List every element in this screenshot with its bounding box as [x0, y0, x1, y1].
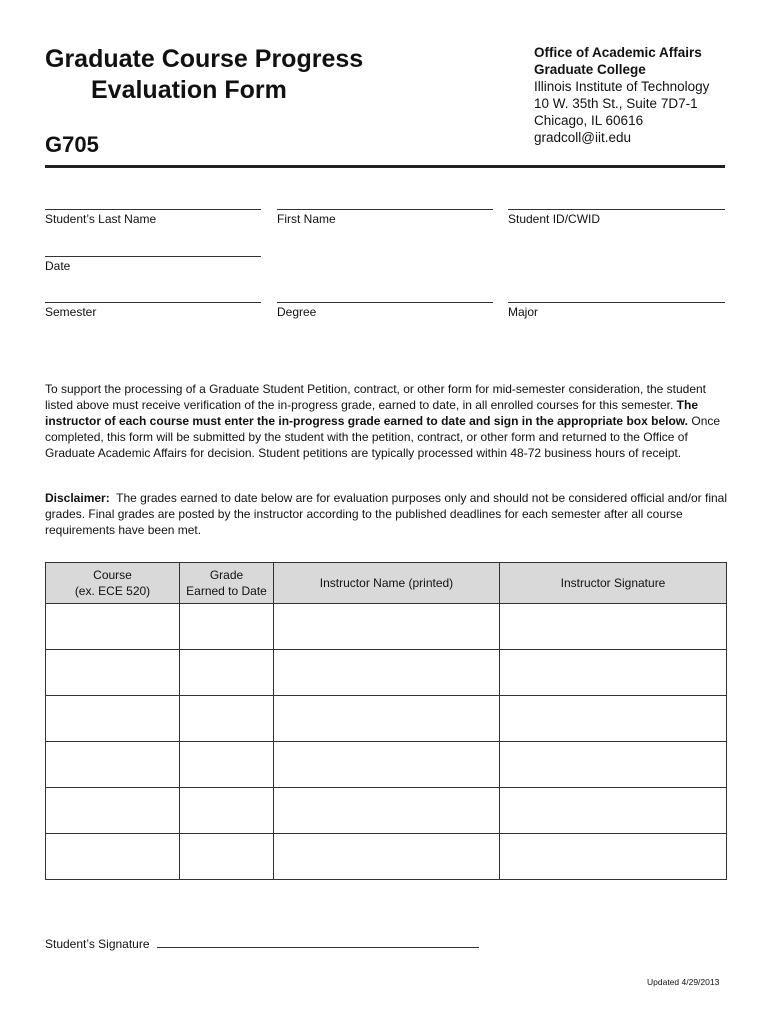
degree-field[interactable]	[277, 302, 493, 303]
disclaimer-paragraph	[45, 490, 735, 538]
office-email: gradcoll@iit.edu	[534, 130, 632, 145]
course-column-header	[46, 563, 180, 604]
instructor-name-cell[interactable]	[274, 742, 500, 788]
office-name: Office of Academic Affairs	[534, 45, 702, 60]
instructor-name-cell[interactable]	[274, 788, 500, 834]
grade-cell[interactable]	[180, 604, 274, 650]
disclaimer-text: The grades earned to date below are for evaluation purposes only and should not be considered official and/or final grades. Final grades are posted by the instructor according to the published deadlines for each semester after all course requirements have been met.	[45, 491, 728, 537]
student-signature-field[interactable]	[157, 947, 479, 948]
grade-cell[interactable]	[180, 788, 274, 834]
table-row	[46, 650, 727, 696]
instructor-name-cell[interactable]	[274, 834, 500, 880]
instructions-paragraph	[45, 381, 735, 461]
course-cell[interactable]	[46, 742, 180, 788]
office-address	[534, 44, 709, 146]
course-cell[interactable]	[46, 788, 180, 834]
instructor-signature-cell[interactable]	[500, 696, 727, 742]
grade-header-line1: Grade	[209, 568, 244, 582]
header-divider	[45, 165, 725, 168]
updated-date: Updated 4/29/2013	[647, 977, 720, 987]
course-cell[interactable]	[46, 696, 180, 742]
table-row	[46, 696, 727, 742]
grade-cell[interactable]	[180, 696, 274, 742]
major-field[interactable]	[508, 302, 725, 303]
course-grade-table	[45, 562, 727, 880]
major-label: Major	[508, 305, 539, 319]
course-header-line1: Course	[93, 568, 132, 582]
grade-header-line2: Earned to Date	[186, 584, 267, 598]
semester-label: Semester	[45, 305, 97, 319]
table-header-row	[46, 563, 727, 604]
form-title-line2: Evaluation Form	[91, 76, 287, 104]
instructions-bold: The instructor of each course must enter the in-progress grade earned to date and sign in the appropriate box below.	[45, 398, 699, 428]
last-name-label: Student’s Last Name	[45, 212, 157, 226]
semester-field[interactable]	[45, 302, 261, 303]
instructor-signature-column-header: Instructor Signature	[500, 563, 727, 604]
disclaimer-label: Disclaimer:	[45, 491, 110, 505]
course-cell[interactable]	[46, 650, 180, 696]
grade-cell[interactable]	[180, 742, 274, 788]
instructor-signature-cell[interactable]	[500, 742, 727, 788]
student-id-label: Student ID/CWID	[508, 212, 601, 226]
instructor-name-cell[interactable]	[274, 650, 500, 696]
city-state-zip: Chicago, IL 60616	[534, 113, 644, 128]
student-id-field[interactable]	[508, 209, 725, 210]
date-label: Date	[45, 259, 71, 273]
form-number: G705	[45, 132, 99, 157]
instructor-signature-cell[interactable]	[500, 650, 727, 696]
institute-name: Illinois Institute of Technology	[534, 79, 710, 94]
instructor-signature-cell[interactable]	[500, 788, 727, 834]
student-signature-label: Student’s Signature	[45, 937, 150, 951]
instructor-name-cell[interactable]	[274, 604, 500, 650]
form-title-line1: Graduate Course Progress	[45, 45, 364, 73]
college-name: Graduate College	[534, 62, 646, 77]
course-cell[interactable]	[46, 834, 180, 880]
instructions-text-2: Once completed, this form will be submitted by the student with the petition, contract, or other form and returned to the Office of Graduate Academic Affairs for decision. Student petitions are typically processed within 48-72 business hours of receipt.	[45, 414, 721, 460]
form-title	[45, 44, 363, 106]
table-row	[46, 604, 727, 650]
grade-cell[interactable]	[180, 834, 274, 880]
first-name-field[interactable]	[277, 209, 493, 210]
table-row	[46, 788, 727, 834]
instructor-name-column-header: Instructor Name (printed)	[274, 563, 500, 604]
street-address: 10 W. 35th St., Suite 7D7-1	[534, 96, 698, 111]
last-name-field[interactable]	[45, 209, 261, 210]
table-row	[46, 834, 727, 880]
grade-column-header	[180, 563, 274, 604]
first-name-label: First Name	[277, 212, 336, 226]
degree-label: Degree	[277, 305, 317, 319]
date-field[interactable]	[45, 256, 261, 257]
student-signature-row	[45, 937, 479, 951]
grade-cell[interactable]	[180, 650, 274, 696]
instructor-signature-cell[interactable]	[500, 604, 727, 650]
course-header-line2: (ex. ECE 520)	[74, 584, 151, 598]
instructor-name-cell[interactable]	[274, 696, 500, 742]
table-row	[46, 742, 727, 788]
course-cell[interactable]	[46, 604, 180, 650]
instructions-text-1: To support the processing of a Graduate Student Petition, contract, or other form for mid-semester consideration, the student listed above must receive verification of the in-progress grade, earned to date, in all enrolled courses for this semester.	[45, 382, 707, 412]
instructor-signature-cell[interactable]	[500, 834, 727, 880]
